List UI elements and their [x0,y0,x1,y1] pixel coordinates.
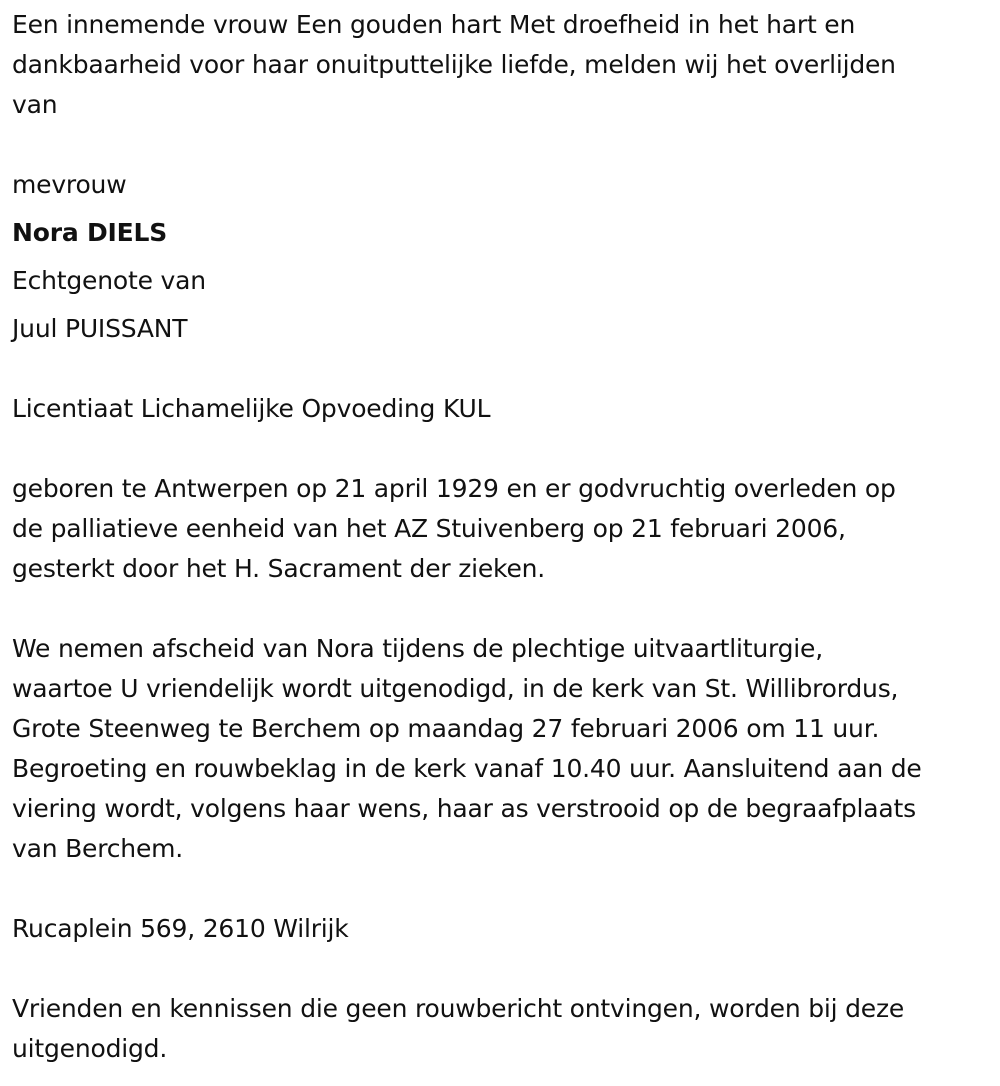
intro-line: van [12,90,58,119]
degree: Licentiaat Lichamelijke Opvoeding KUL [12,394,491,423]
birth-death-line: gesterkt door het H. Sacrament der zieken. [12,554,546,583]
funeral-line: Grote Steenweg te Berchem op maandag 27 februari 2006 om 11 uur. [12,714,880,743]
spouse-name: Juul PUISSANT [12,314,188,343]
intro-line: dankbaarheid voor haar onuitputtelijke liefde, melden wij het overlijden [12,50,896,79]
deceased-name: Nora DIELS [12,218,168,247]
funeral-line: Begroeting en rouwbeklag in de kerk vanaf 10.40 uur. Aansluitend aan de [12,754,922,783]
address: Rucaplein 569, 2610 Wilrijk [12,914,349,943]
birth-death-paragraph [12,469,896,589]
closing-paragraph [12,989,904,1069]
closing-line: uitgenodigd. [12,1034,168,1063]
intro-paragraph [12,5,896,125]
funeral-line: We nemen afscheid van Nora tijdens de plechtige uitvaartliturgie, [12,634,823,663]
salutation: mevrouw [12,170,127,199]
closing-line: Vrienden en kennissen die geen rouwbericht ontvingen, worden bij deze [12,994,905,1023]
funeral-line: van Berchem. [12,834,184,863]
spouse-intro: Echtgenote van [12,266,206,295]
birth-death-line: de palliatieve eenheid van het AZ Stuivenberg op 21 februari 2006, [12,514,846,543]
funeral-line: waartoe U vriendelijk wordt uitgenodigd, in de kerk van St. Willibrordus, [12,674,899,703]
birth-death-line: geboren te Antwerpen op 21 april 1929 en er godvruchtig overleden op [12,474,896,503]
intro-line: Een innemende vrouw Een gouden hart Met droefheid in het hart en [12,10,856,39]
funeral-paragraph [12,629,922,869]
funeral-line: viering wordt, volgens haar wens, haar as verstrooid op de begraafplaats [12,794,916,823]
